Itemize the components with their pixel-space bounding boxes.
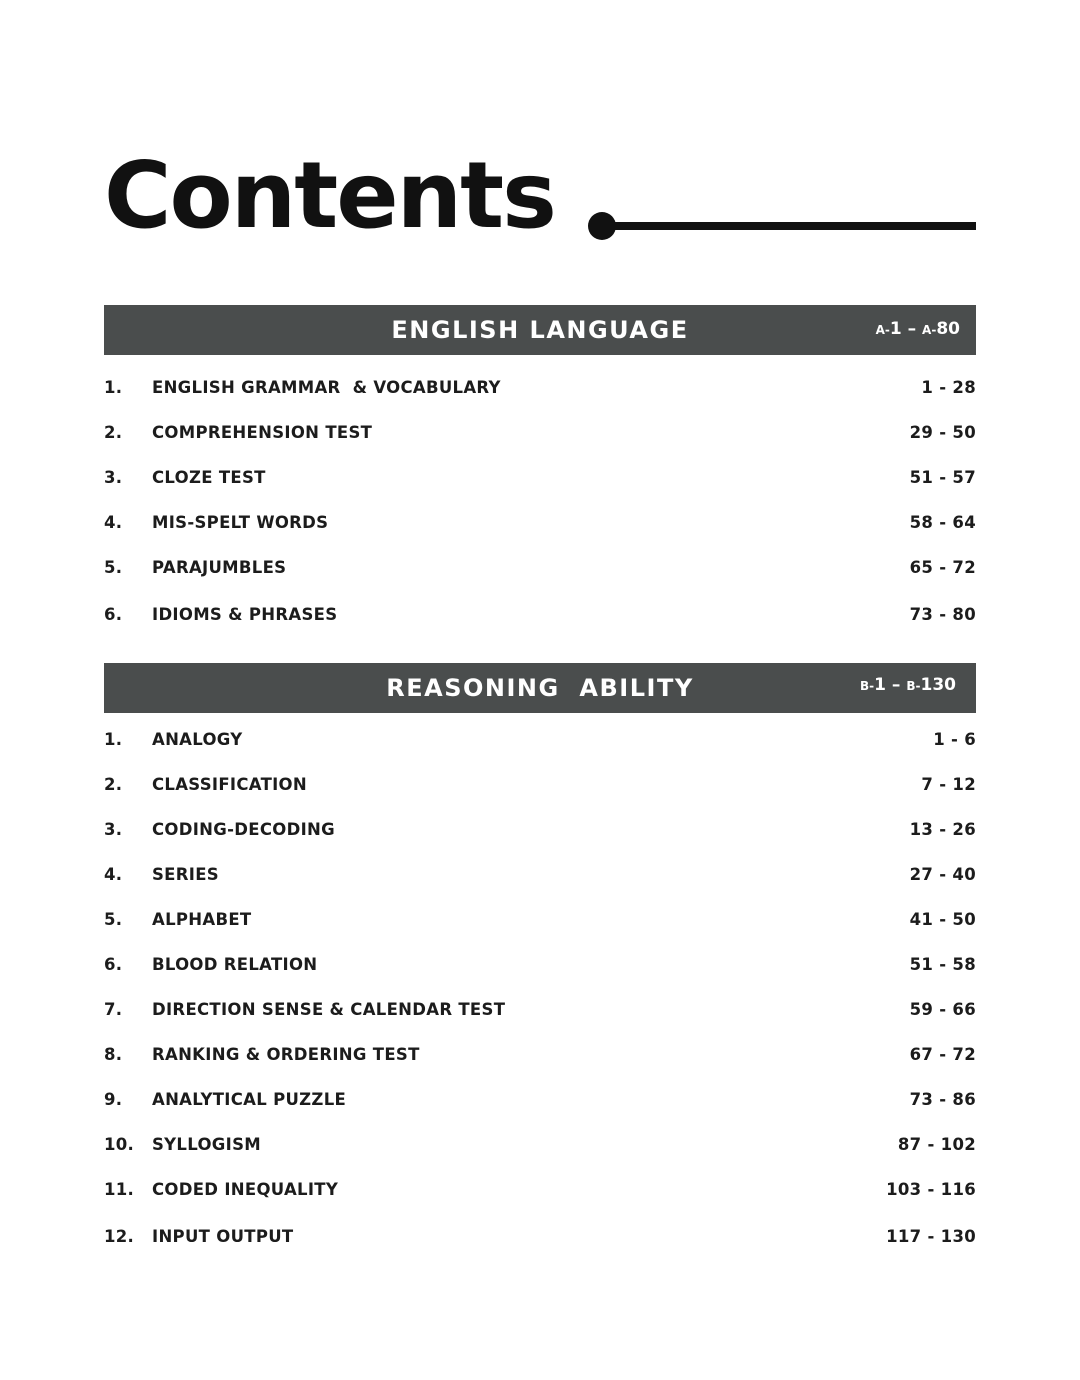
toc-entry[interactable] (104, 897, 976, 942)
entry-title: CLOZE TEST (152, 468, 266, 487)
entry-title: SERIES (152, 865, 219, 884)
entry-title: DIRECTION SENSE & CALENDAR TEST (152, 1000, 506, 1019)
entry-pages: 117 - 130 (886, 1227, 976, 1246)
entry-title: INPUT OUTPUT (152, 1227, 294, 1246)
entry-pages: 87 - 102 (897, 1135, 976, 1154)
section-heading: ENGLISH LANGUAGE (391, 316, 689, 344)
entry-title: ENGLISH GRAMMAR & VOCABULARY (152, 378, 501, 397)
section-heading: REASONING ABILITY (386, 674, 694, 702)
entry-pages: 7 - 12 (921, 775, 976, 794)
range-start: 1 (874, 675, 887, 695)
section-english-language (104, 305, 976, 635)
entry-number: 6. (104, 955, 123, 974)
toc-list (104, 365, 976, 635)
section-header (104, 305, 976, 355)
section-reasoning-ability (104, 663, 976, 1257)
toc-entry[interactable] (104, 852, 976, 897)
entry-pages: 29 - 50 (909, 423, 976, 442)
entry-title: BLOOD RELATION (152, 955, 318, 974)
toc-entry[interactable] (104, 410, 976, 455)
title-decorative-rule (588, 212, 976, 240)
range-start: 1 (889, 319, 902, 339)
entry-pages: 58 - 64 (909, 513, 976, 532)
toc-entry[interactable] (104, 365, 976, 410)
entry-pages: 1 - 28 (921, 378, 976, 397)
entry-title: ANALOGY (152, 730, 243, 749)
entry-title: PARAJUMBLES (152, 558, 287, 577)
entry-pages: 67 - 72 (909, 1045, 976, 1064)
entry-number: 11. (104, 1180, 135, 1199)
toc-entry[interactable] (104, 762, 976, 807)
range-start-prefix: B- (860, 679, 875, 693)
entry-number: 2. (104, 775, 123, 794)
entry-number: 5. (104, 910, 123, 929)
toc-entry[interactable] (104, 717, 976, 762)
entry-title: SYLLOGISM (152, 1135, 261, 1154)
entry-number: 5. (104, 558, 123, 577)
range-end: 80 (936, 319, 960, 339)
toc-entry[interactable] (104, 1167, 976, 1212)
range-start-prefix: A- (875, 323, 890, 337)
entry-pages: 65 - 72 (909, 558, 976, 577)
entry-number: 12. (104, 1227, 135, 1246)
entry-pages: 1 - 6 (933, 730, 976, 749)
entry-number: 4. (104, 513, 123, 532)
range-dash: – (901, 319, 923, 339)
page-title: Contents (104, 142, 555, 249)
entry-number: 2. (104, 423, 123, 442)
entry-pages: 51 - 58 (909, 955, 976, 974)
entry-number: 7. (104, 1000, 123, 1019)
toc-entry[interactable] (104, 592, 976, 637)
section-page-range (876, 305, 960, 355)
entry-title: CLASSIFICATION (152, 775, 307, 794)
toc-entry[interactable] (104, 1214, 976, 1259)
toc-entry[interactable] (104, 1032, 976, 1077)
entry-title: IDIOMS & PHRASES (152, 605, 338, 624)
entry-number: 1. (104, 378, 123, 397)
toc-entry[interactable] (104, 455, 976, 500)
toc-entry[interactable] (104, 545, 976, 590)
entry-number: 3. (104, 820, 123, 839)
entry-pages: 41 - 50 (909, 910, 976, 929)
entry-pages: 51 - 57 (909, 468, 976, 487)
entry-title: MIS-SPELT WORDS (152, 513, 329, 532)
rule-line (602, 222, 976, 230)
entry-title: CODING-DECODING (152, 820, 335, 839)
entry-number: 4. (104, 865, 123, 884)
range-end: 130 (920, 675, 956, 695)
entry-number: 10. (104, 1135, 135, 1154)
entry-pages: 73 - 86 (909, 1090, 976, 1109)
entry-title: CODED INEQUALITY (152, 1180, 339, 1199)
toc-entry[interactable] (104, 987, 976, 1032)
toc-entry[interactable] (104, 942, 976, 987)
entry-title: COMPREHENSION TEST (152, 423, 373, 442)
toc-list (104, 717, 976, 1257)
entry-number: 8. (104, 1045, 123, 1064)
section-header (104, 663, 976, 713)
entry-number: 1. (104, 730, 123, 749)
range-end-prefix: A- (922, 323, 937, 337)
toc-entry[interactable] (104, 500, 976, 545)
range-end-prefix: B- (906, 679, 921, 693)
entry-pages: 13 - 26 (909, 820, 976, 839)
entry-title: ALPHABET (152, 910, 252, 929)
entry-pages: 27 - 40 (909, 865, 976, 884)
range-dash: – (886, 675, 907, 695)
toc-entry[interactable] (104, 807, 976, 852)
toc-entry[interactable] (104, 1077, 976, 1122)
section-page-range (860, 663, 956, 713)
entry-title: ANALYTICAL PUZZLE (152, 1090, 347, 1109)
entry-number: 9. (104, 1090, 123, 1109)
entry-pages: 73 - 80 (909, 605, 976, 624)
toc-entry[interactable] (104, 1122, 976, 1167)
entry-pages: 103 - 116 (886, 1180, 976, 1199)
entry-pages: 59 - 66 (909, 1000, 976, 1019)
entry-title: RANKING & ORDERING TEST (152, 1045, 420, 1064)
entry-number: 3. (104, 468, 123, 487)
entry-number: 6. (104, 605, 123, 624)
